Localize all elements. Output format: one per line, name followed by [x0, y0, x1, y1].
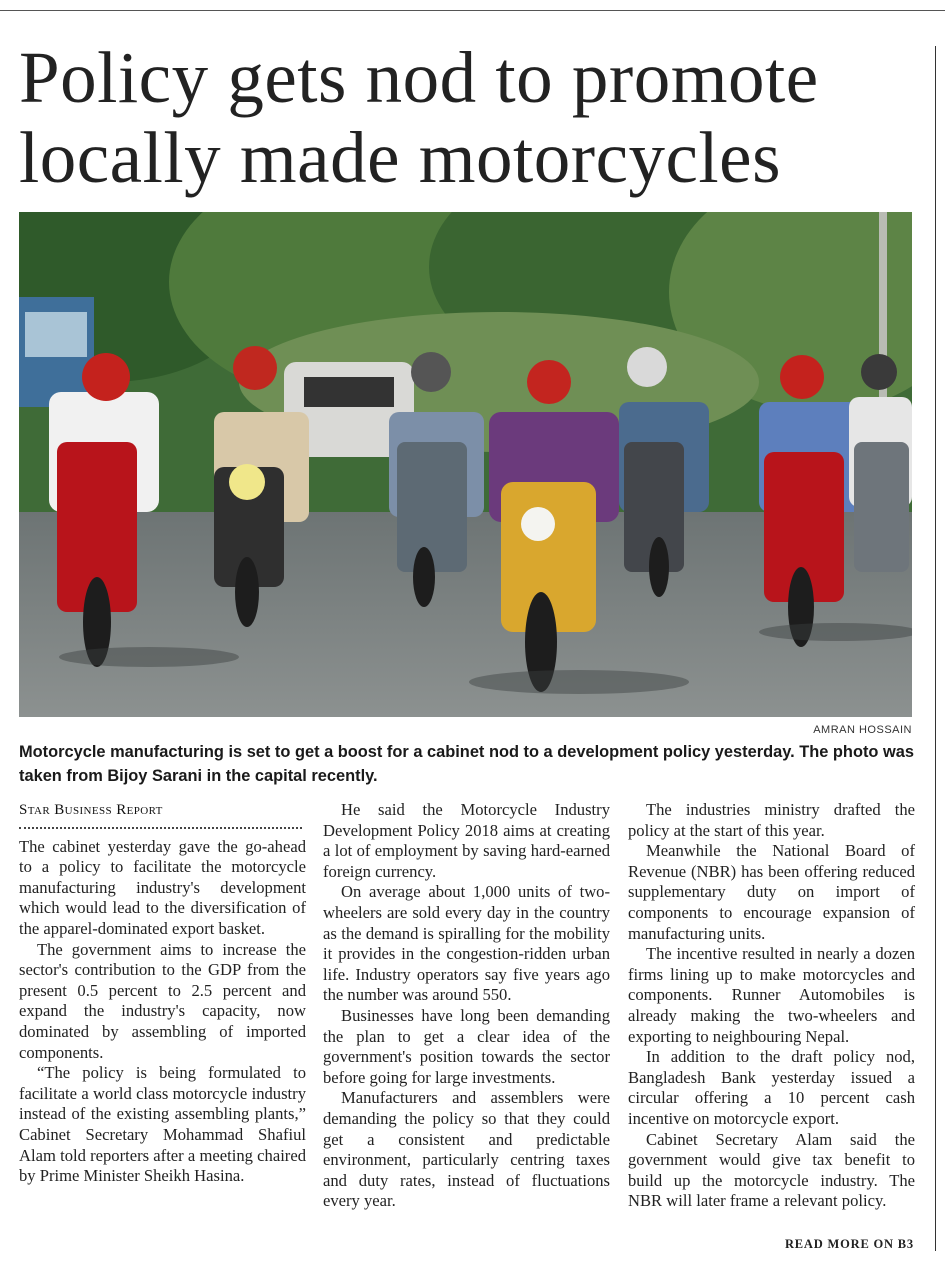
byline-divider: [19, 827, 302, 829]
article-column-3: [628, 800, 915, 1212]
article-paragraph: The industries ministry drafted the policy at the start of this year.: [628, 800, 915, 840]
article-paragraph: Manufacturers and assemblers were demanding the policy so that they could get a consistent and predictable environment, particularly centring taxes and duty rates, instead of fluctuations every year.: [323, 1088, 610, 1211]
read-more-link[interactable]: READ MORE ON B3: [784, 1237, 914, 1251]
article-paragraph: The government aims to increase the sector's contribution to the GDP from the present 0.5 percent to 2.5 percent and expand the industry's capacity, now dominated by assembling of imported components.: [19, 939, 306, 1062]
article-paragraph: He said the Motorcycle Industry Development Policy 2018 aims at creating a lot of employment by saving hard-earned foreign currency.: [323, 800, 610, 881]
news-photo: [19, 212, 912, 717]
article-paragraph: Businesses have long been demanding the plan to get a clear idea of the government's position towards the sector before going for large investments.: [323, 1005, 610, 1087]
top-rule: [0, 10, 945, 11]
byline: Star Business Report: [19, 802, 163, 818]
article-paragraph: The incentive resulted in nearly a dozen firms lining up to make motorcycles and components. Runner Automobiles is already making the two-wheelers and exporting to neighbouring Nepal.: [628, 944, 915, 1046]
article-paragraph: In addition to the draft policy nod, Bangladesh Bank yesterday issued a circular offering a 10 percent cash incentive on motorcycle export.: [628, 1047, 915, 1128]
article-paragraph: The cabinet yesterday gave the go-ahead to a policy to facilitate the motorcycle manufacturing industry's development which would lead to the diversification of the apparel-dominated export basket.: [19, 836, 306, 938]
article-column-2: [323, 800, 610, 1212]
article-paragraph: Cabinet Secretary Alam said the government would give tax benefit to build up the motorcycle industry. The NBR will later frame a relevant policy.: [628, 1129, 915, 1211]
article-paragraph: “The policy is being formulated to facilitate a world class motorcycle industry instead of the existing assembling plants,” Cabinet Secretary Mohammad Shafiul Alam told reporters after a meeting chaired by Prime Minister Sheikh Hasina.: [19, 1063, 306, 1186]
article-column-1: [19, 800, 306, 1187]
article-paragraph: Meanwhile the National Board of Revenue (NBR) has been offering reduced supplementary duty on import of components to encourage expansion of manufacturing units.: [628, 841, 915, 943]
headline: Policy gets nod to promote locally made motorcycles: [19, 37, 819, 198]
column-rule: [935, 46, 936, 1251]
photo-credit: AMRAN HOSSAIN: [813, 724, 912, 736]
photo-caption: Motorcycle manufacturing is set to get a boost for a cabinet nod to a development policy yesterday. The photo was taken from Bijoy Sarani in the capital recently.: [19, 743, 914, 785]
article-paragraph: On average about 1,000 units of two-wheelers are sold every day in the country as the demand is spiralling for the mobility it provides in the congestion-ridden urban life. Industry operators say five years ago the number was around 550.: [323, 882, 610, 1005]
